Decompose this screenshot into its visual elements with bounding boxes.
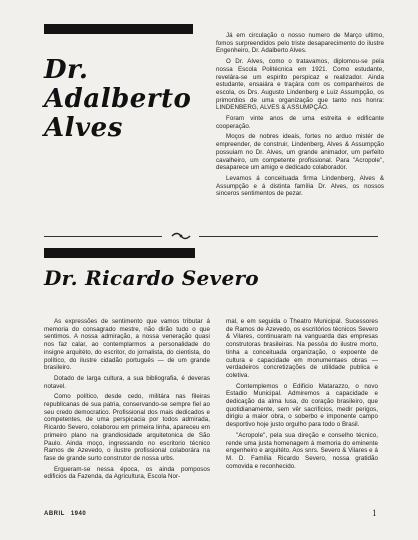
adalberto-obituary-text (216, 32, 384, 201)
paragraph: "Acropole", pela sua direção e conselho técnico, rende uma justa homenagem á memoria do eminente engenheiro e arquitéto. Aos snrs. Severo & Vilares e á M. D. Família Ricardo Severo, nossa gratidão comovida e reconhecido. (226, 431, 378, 470)
paragraph: Ergueram-se nessa época, os ainda pomposos edificios da Fazenda, da Agricultura, Escola Nor- (44, 465, 210, 481)
paragraph: mal, e em seguida o Theatro Municipal. Sucessores de Ramos de Azevedo, os escritórios técnicos Severo & Vilares, continuaram na vanguarda das empresas construtoras brasileiras. Na pessôa do ilustre morto, tinha a conceituada organização, o expoente de cultura e capacidade em monumentaes obras — verdadeiros concretizações de utilidade publica e coletiva. (226, 318, 378, 379)
paragraph: Foram vinte anos de uma estreita e edificante cooperação. (216, 115, 384, 130)
issue-date (44, 511, 92, 517)
name-line: Alves (44, 113, 123, 143)
paragraph: Levamos á conceituada firma Lindenberg, Alves & Assumpção e á distinta família Dr. Alves, os nossos sinceros sentimentos de pezar. (216, 174, 384, 198)
paragraph: Como político, desde cedo, militára nas fileiras republicanas de sua patria, conservando-se sempre fiel ao seu credo democratico. Profissional dos mais dedicados e competentes, de uma perspicacia por todos admirada, Ricardo Severo, colaborou em primeira linha, apareceu em primeiro plano na grandiosidade arquitetonica de São Paulo. Ainda moço, ingressando no escritorio técnico Ramos de Azevedo, o ilustre profissional colaborára na fase de grande surto construtor de nossa urbs. (44, 393, 210, 462)
section-black-bar (44, 248, 195, 258)
issue-month: ABRIL (44, 511, 65, 517)
paragraph: Contemplemos o Edificio Matarazzo, o novo Estadio Municipal. Admiremos a capacidade e dedicação da alma lusa, do coração brasileiro, que quotidianamente, sem vêr sacrificios, medir perigos, dirigiu a maior obra, o soberbo e imponente campo desportivo hoje justo orgulho para todo o Brasil. (226, 382, 378, 429)
divider-ornament-icon (170, 230, 192, 242)
name-ricardo-severo: Dr. Ricardo Severo (44, 266, 259, 290)
issue-year: 1940 (70, 511, 87, 517)
paragraph: O Dr. Alves, como o tratavamos, diplomou-se pela nossa Escola Politécnica em 1921. Como estudante, revelára-se um espirito perspicaz e realizador. Ainda estudante, ensaiára e traçára com os companheiros de escola, os Drs. Augusto Lindenberg e Luiz Assumpção, os primordios de uma organização que tanto nos honra: LINDENBERG, ALVES & ASSUMPÇÃO. (216, 58, 384, 112)
name-line: Adalberto (44, 84, 192, 114)
page-number: 1 (372, 508, 377, 518)
paragraph: Já em circulação o nosso numero de Março ultimo, fomos surpreendidos pelo triste desaparecimento do ilustre Engenheiro, Dr. Adalberto Alves. (216, 32, 384, 55)
name-adalberto-alves (44, 56, 204, 143)
paragraph: As expressões de sentimento que vamos tributar á memoria do consagrado mestre, não dirão tudo o que sentimos. A nossa admiração, a nossa veneração quasi nos faz calar, ao contemplarmos a personalidade do insigne arquitéto, do escritor, do jornalista, do cientista, do político, do ilustre cidadão português — de um grande brasileiro. (44, 318, 210, 372)
paragraph: Dotado de larga cultura, a sua bibliografia, é deveras notavel. (44, 374, 210, 390)
section-divider-left (44, 236, 162, 237)
header-black-bar (44, 24, 193, 34)
name-line: Dr. (44, 55, 89, 85)
severo-text-right-column (226, 318, 378, 473)
paragraph: Moços de nobres ideais, fortes no arduo mistér de empreender, de construir, Lindenberg, Alves & Assumpção possuiam no Dr. Alves, um grande animador, um perfeito cavalheiro, um competente profissional. Para "Acropole", desaparece um amigo e dedicado colaborador. (216, 133, 384, 172)
section-divider-right (199, 236, 378, 237)
severo-text-left-column (44, 318, 210, 484)
